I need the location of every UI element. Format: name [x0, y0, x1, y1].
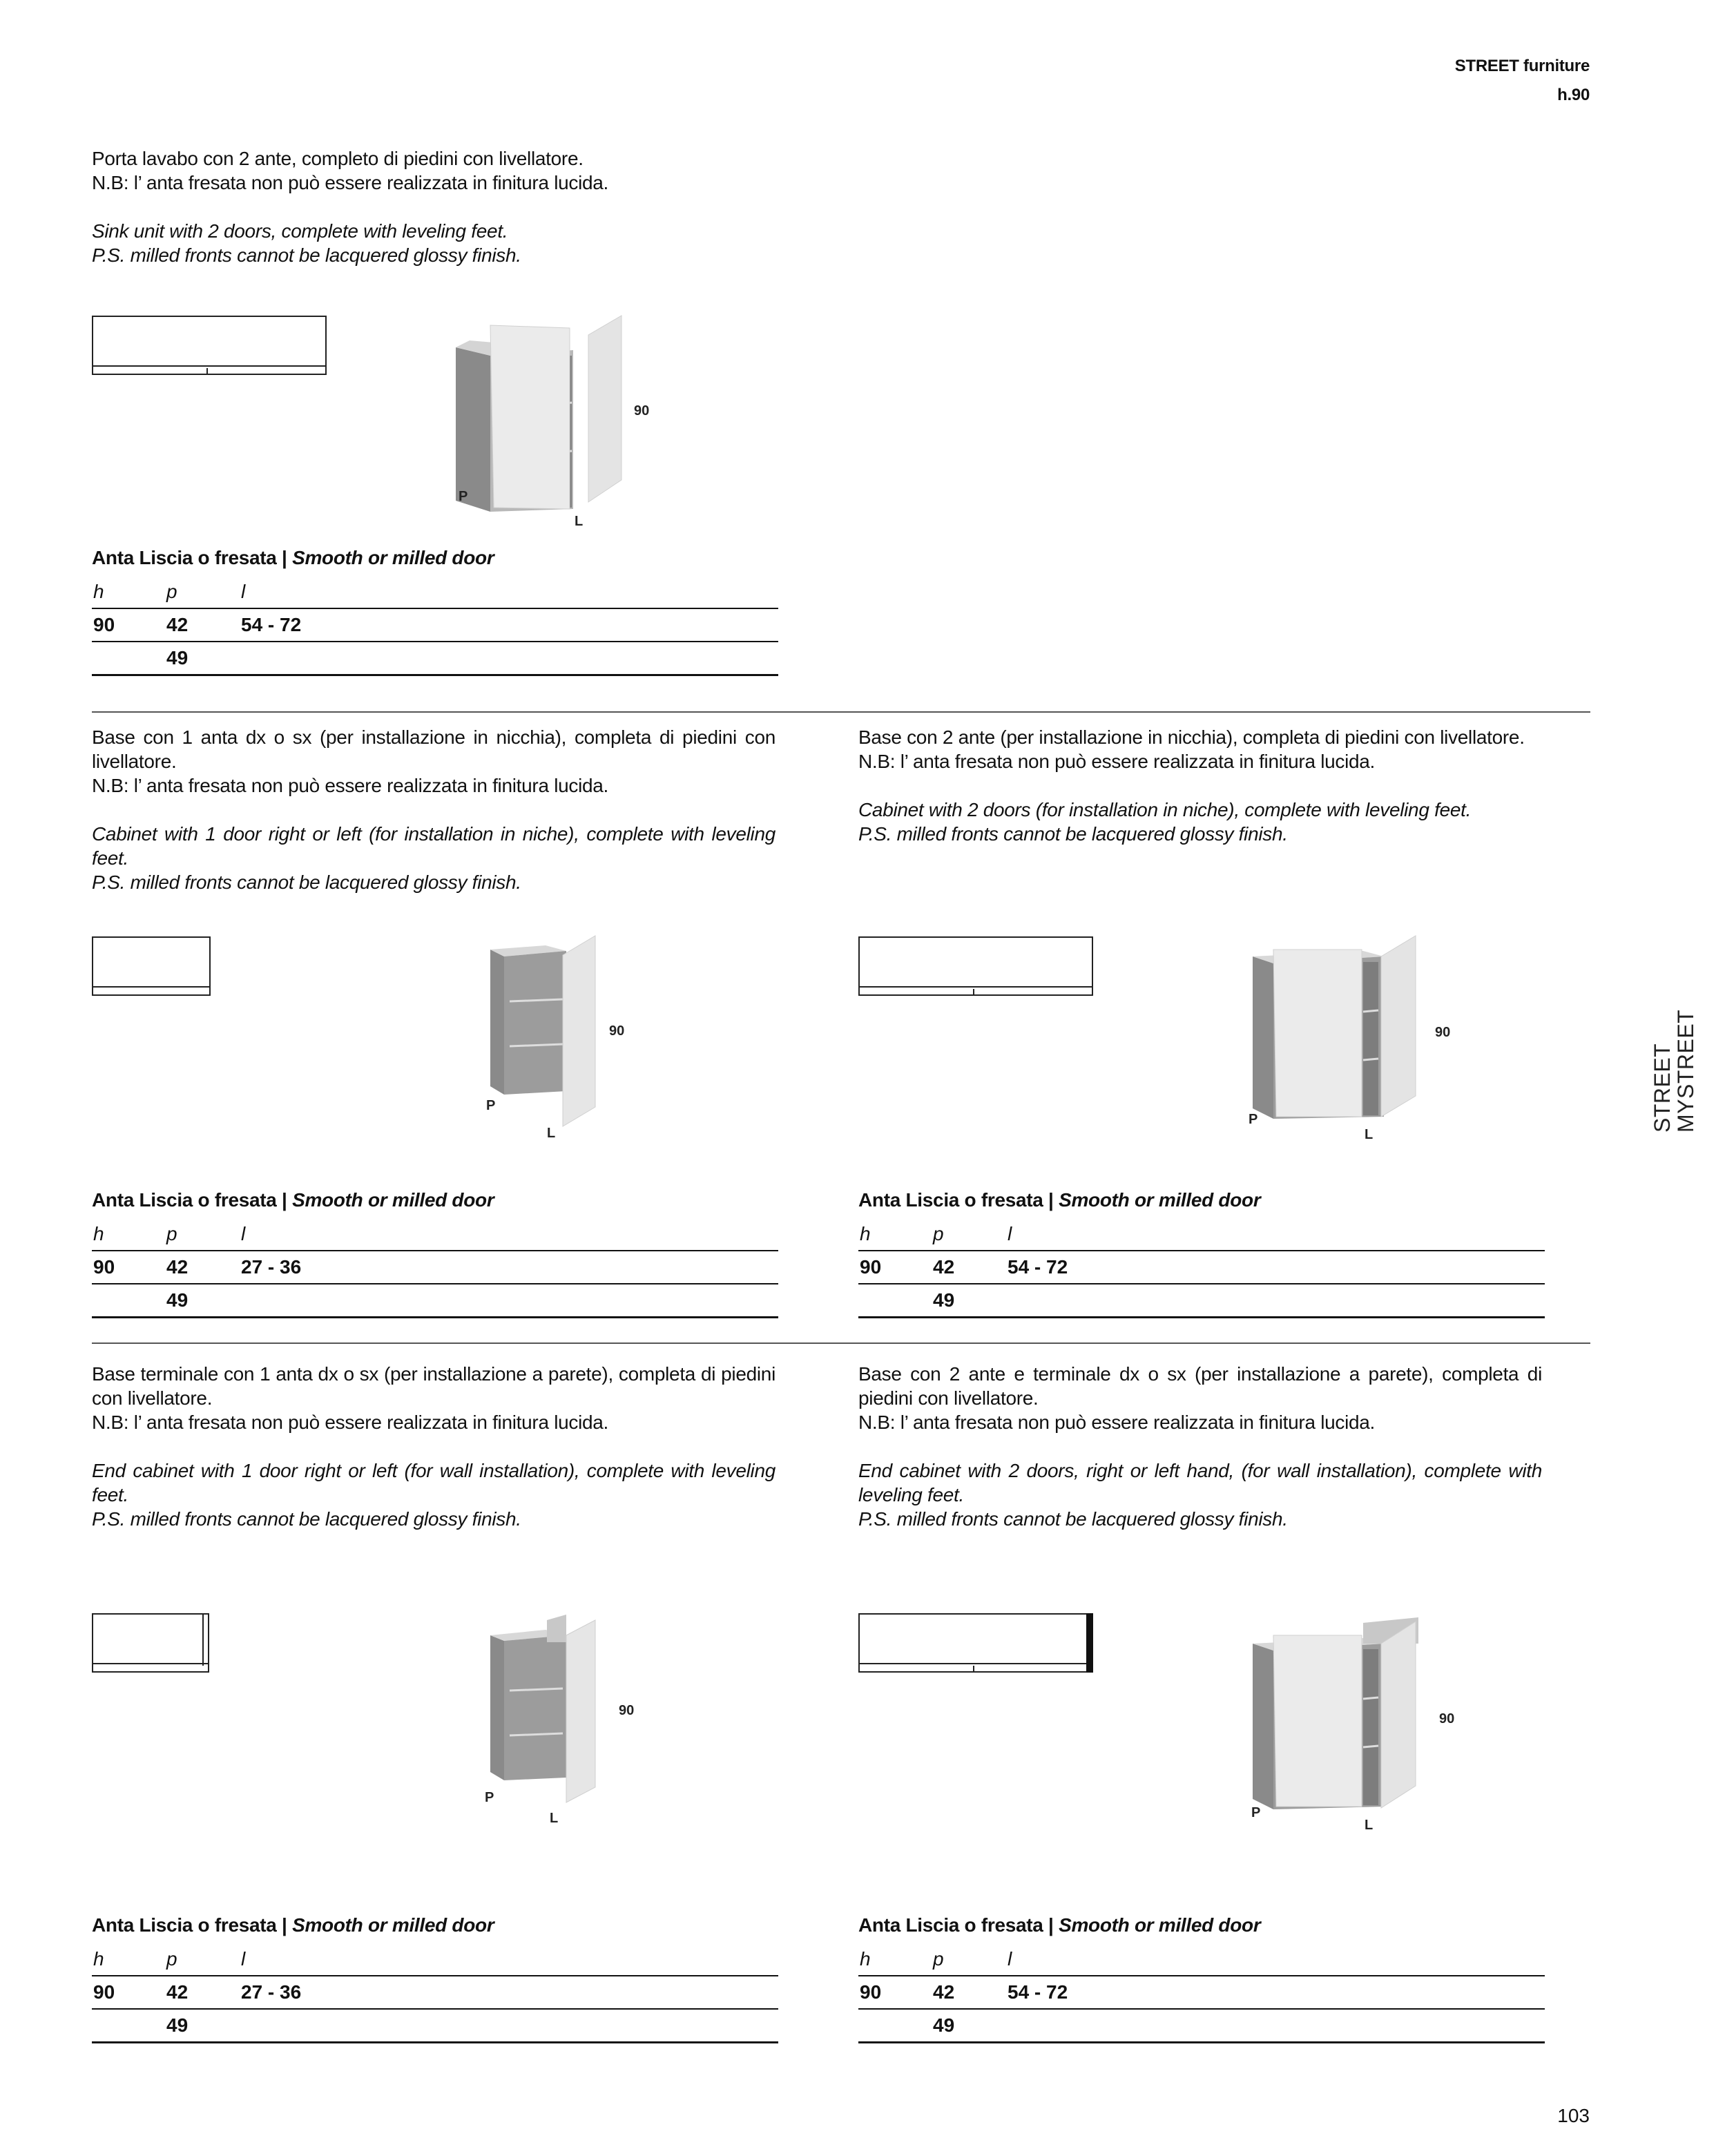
cell-p: 42 [165, 1976, 240, 2009]
description-it-line: Base con 1 anta dx o sx (per installazione in nicchia), completa di piedini con livellatore. [92, 726, 775, 772]
table-row [858, 2009, 1545, 2043]
page-number: 103 [1557, 2105, 1590, 2126]
cell-p: 42 [165, 1251, 240, 1284]
table-row [92, 1284, 778, 1318]
header-p: p [165, 576, 240, 608]
description-en-note: P.S. milled fronts cannot be lacquered glossy finish. [858, 823, 1288, 845]
header-l: l [240, 1943, 778, 1976]
header-h: h [92, 1218, 165, 1251]
description-it-note: N.B: l’ anta fresata non può essere realizzata in finitura lucida. [858, 1412, 1376, 1433]
cell-l [240, 2009, 778, 2043]
cell-l [240, 642, 778, 675]
header-p: p [165, 1218, 240, 1251]
table-row [858, 1284, 1545, 1318]
cell-h: 90 [92, 608, 165, 642]
depth-dimension-label: P [485, 1790, 494, 1805]
cell-l [240, 1284, 778, 1318]
table-row [92, 1976, 778, 2009]
door-type-en: Smooth or milled door [292, 547, 494, 568]
description-it-note: N.B: l’ anta fresata non può essere realizzata in finitura lucida. [92, 172, 609, 193]
table-row [858, 1251, 1545, 1284]
header-h: h [858, 1943, 932, 1976]
description-it-line: Base con 2 ante (per installazione in nicchia), completa di piedini con livellatore. [858, 726, 1525, 748]
header-l: l [1006, 1218, 1545, 1251]
description-it-note: N.B: l’ anta fresata non può essere realizzata in finitura lucida. [858, 751, 1376, 772]
description-it-line: Base con 2 ante e terminale dx o sx (per installazione a parete), completa di piedini con livellatore. [858, 1363, 1542, 1409]
cell-p: 42 [932, 1251, 1006, 1284]
cell-l: 27 - 36 [240, 1976, 778, 2009]
product-description-2-doors-end [858, 1362, 1542, 1531]
cabinet-illustration-2-doors [456, 314, 663, 521]
door-type-title [92, 547, 494, 569]
description-it-note: N.B: l’ anta fresata non può essere realizzata in finitura lucida. [92, 775, 609, 796]
cell-h [92, 642, 165, 675]
dimensions-table [858, 1218, 1545, 1318]
header-h: h [858, 1218, 932, 1251]
width-dimension-label: L [1365, 1127, 1374, 1142]
cell-l: 54 - 72 [1006, 1976, 1545, 2009]
door-type-title [858, 1189, 1260, 1211]
cell-h: 90 [92, 1251, 165, 1284]
description-en-note: P.S. milled fronts cannot be lacquered glossy finish. [92, 1508, 521, 1530]
depth-dimension-label: P [1249, 1112, 1258, 1127]
door-type-en: Smooth or milled door [1059, 1189, 1261, 1211]
description-en-note: P.S. milled fronts cannot be lacquered glossy finish. [92, 244, 521, 266]
cell-p: 49 [165, 1284, 240, 1318]
cell-l [1006, 2009, 1545, 2043]
door-type-it: Anta Liscia o fresata | [858, 1914, 1054, 1936]
header-l: l [240, 1218, 778, 1251]
width-dimension-label: L [547, 1126, 556, 1141]
depth-dimension-label: P [459, 489, 468, 504]
product-description-sink-unit [92, 146, 782, 267]
cell-h: 90 [92, 1976, 165, 2009]
cabinet-illustration-1-door [490, 936, 628, 1136]
description-it-note: N.B: l’ anta fresata non può essere realizzata in finitura lucida. [92, 1412, 609, 1433]
door-type-title [92, 1189, 494, 1211]
height-dimension-label: 90 [1439, 1711, 1455, 1726]
plan-view-2-doors-end [858, 1613, 1093, 1673]
door-type-en: Smooth or milled door [292, 1189, 494, 1211]
cell-l [1006, 1284, 1545, 1318]
header-h: h [92, 1943, 165, 1976]
table-header-row [92, 1218, 778, 1251]
dimensions-table [858, 1943, 1545, 2043]
cell-l: 54 - 72 [240, 608, 778, 642]
cell-h [858, 1284, 932, 1318]
width-dimension-label: L [550, 1811, 559, 1826]
side-label-street: STREET [1650, 1043, 1675, 1133]
table-row [92, 642, 778, 675]
depth-dimension-label: P [486, 1098, 496, 1113]
table-row [92, 2009, 778, 2043]
header-l: l [240, 576, 778, 608]
cell-l: 54 - 72 [1006, 1251, 1545, 1284]
cell-l: 27 - 36 [240, 1251, 778, 1284]
description-en-line: Cabinet with 2 doors (for installation in niche), complete with leveling feet. [858, 799, 1472, 820]
plan-view-2-doors-niche [858, 936, 1093, 996]
cell-h: 90 [858, 1976, 932, 2009]
cell-p: 49 [165, 642, 240, 675]
cell-p: 42 [932, 1976, 1006, 2009]
product-description-1-door-niche [92, 725, 775, 894]
table-header-row [858, 1943, 1545, 1976]
cell-h [92, 1284, 165, 1318]
width-dimension-label: L [1365, 1818, 1374, 1833]
description-en-line: End cabinet with 1 door right or left (for wall installation), complete with leveling feet. [92, 1460, 775, 1505]
dimensions-table [92, 1218, 778, 1318]
table-row [92, 608, 778, 642]
height-dimension-label: 90 [609, 1023, 625, 1039]
plan-view-sink-unit [92, 316, 327, 375]
side-collection-label [1650, 1010, 1697, 1133]
side-label-mystreet: MYSTREET [1673, 1009, 1698, 1133]
cell-p: 49 [932, 2009, 1006, 2043]
section-divider [92, 711, 1590, 713]
height-dimension-label: 90 [619, 1703, 635, 1718]
table-header-row [858, 1218, 1545, 1251]
table-header-row [92, 576, 778, 608]
plan-view-1-door-end [92, 1613, 209, 1673]
door-type-it: Anta Liscia o fresata | [92, 1914, 287, 1936]
cabinet-illustration-2-doors-end [1253, 1616, 1432, 1816]
width-dimension-label: L [575, 514, 584, 529]
height-dimension-label: 90 [1435, 1025, 1451, 1040]
description-it-line: Base terminale con 1 anta dx o sx (per installazione a parete), completa di piedini con livellatore. [92, 1363, 775, 1409]
plan-view-1-door-niche [92, 936, 211, 996]
height-dimension-label: 90 [634, 403, 650, 418]
table-header-row [92, 1943, 778, 1976]
section-divider [92, 1342, 1590, 1344]
door-type-en: Smooth or milled door [292, 1914, 494, 1936]
cabinet-illustration-1-door-end [490, 1615, 628, 1815]
cell-h [92, 2009, 165, 2043]
door-type-en: Smooth or milled door [1059, 1914, 1261, 1936]
header-p: p [932, 1943, 1006, 1976]
door-type-it: Anta Liscia o fresata | [858, 1189, 1054, 1211]
cabinet-illustration-2-doors [1253, 936, 1432, 1136]
product-description-1-door-end [92, 1362, 775, 1531]
door-type-it: Anta Liscia o fresata | [92, 1189, 287, 1211]
cell-p: 42 [165, 608, 240, 642]
description-it-line: Porta lavabo con 2 ante, completo di piedini con livellatore. [92, 148, 584, 169]
header-p: p [165, 1943, 240, 1976]
door-type-title [858, 1914, 1260, 1936]
description-en-note: P.S. milled fronts cannot be lacquered glossy finish. [92, 872, 521, 893]
product-description-2-doors-niche [858, 725, 1542, 846]
collection-title: STREET furniture [1454, 57, 1590, 75]
height-label: h.90 [1557, 86, 1590, 104]
description-en-note: P.S. milled fronts cannot be lacquered glossy finish. [858, 1508, 1288, 1530]
description-en-line: End cabinet with 2 doors, right or left hand, (for wall installation), complete with leveling feet. [858, 1460, 1542, 1505]
cell-h [858, 2009, 932, 2043]
cell-p: 49 [165, 2009, 240, 2043]
header-l: l [1006, 1943, 1545, 1976]
door-type-it: Anta Liscia o fresata | [92, 547, 287, 568]
dimensions-table [92, 1943, 778, 2043]
door-type-title [92, 1914, 494, 1936]
description-en-line: Sink unit with 2 doors, complete with leveling feet. [92, 220, 508, 242]
header-h: h [92, 576, 165, 608]
cell-p: 49 [932, 1284, 1006, 1318]
dimensions-table [92, 576, 778, 676]
table-row [92, 1251, 778, 1284]
cell-h: 90 [858, 1251, 932, 1284]
header-p: p [932, 1218, 1006, 1251]
description-en-line: Cabinet with 1 door right or left (for installation in niche), complete with leveling feet. [92, 823, 775, 869]
depth-dimension-label: P [1251, 1805, 1261, 1820]
table-row [858, 1976, 1545, 2009]
